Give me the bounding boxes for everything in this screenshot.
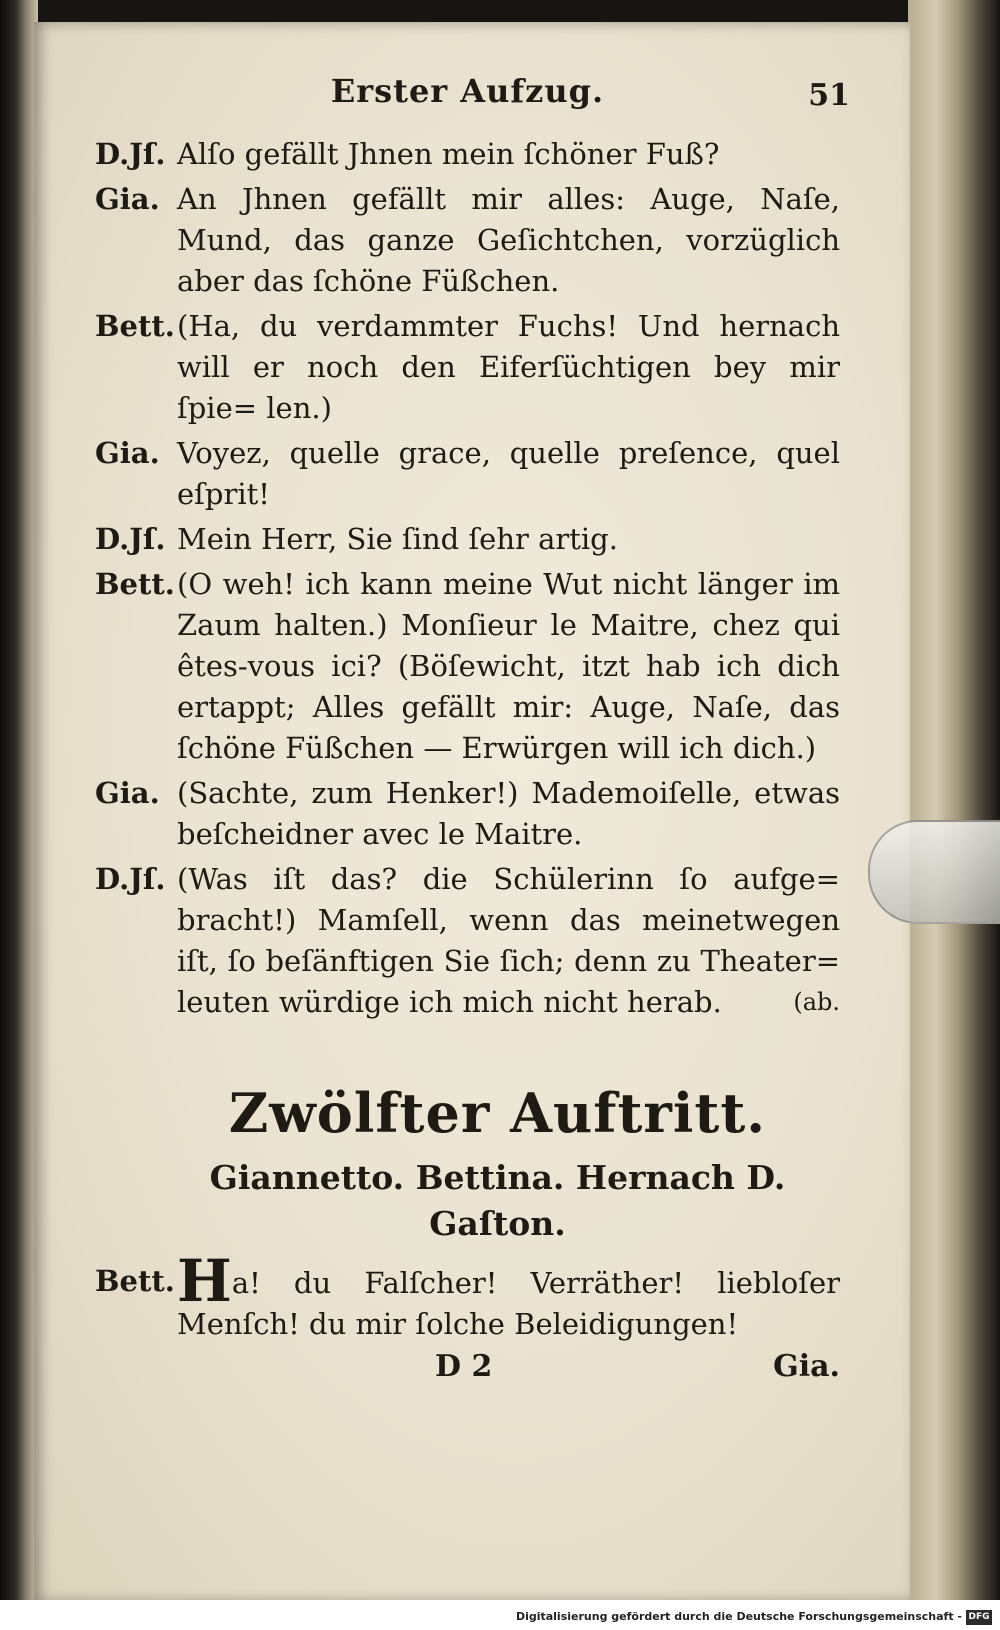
page-footer	[95, 1349, 840, 1399]
speech-text: Voyez, quelle grace, quelle preſence, quel eſprit!	[177, 436, 840, 511]
speaker-label: Bett.	[95, 309, 175, 343]
speaker-label: Bett.	[95, 1264, 175, 1298]
speech-text-body: (Was iſt das? die Schülerinn ſo aufge= bracht!) Mamſell, wenn das meinetwegen iſt, ſo beſänftigen Sie ſich; denn zu Theater= leuten würdige ich mich nicht herab.	[177, 862, 840, 1019]
speech-line	[95, 773, 840, 855]
speaker-label: D.Jſ.	[95, 522, 166, 556]
page-clip-marker	[868, 820, 1000, 924]
speaker-label: Gia.	[95, 182, 160, 216]
speech-line	[95, 306, 840, 429]
speech-text: (Ha, du verdammter Fuchs! Und hernach will er noch den Eiferſüchtigen bey mir ſpie= len.)	[177, 309, 840, 425]
speaker-label: D.Jſ.	[95, 137, 166, 171]
speech-line	[95, 519, 840, 560]
page-number: 51	[808, 78, 850, 113]
speaker-label: Bett.	[95, 567, 175, 601]
credit-bar	[0, 1600, 1000, 1630]
speech-line	[95, 134, 840, 175]
signature-mark: D 2	[435, 1349, 493, 1384]
book-gutter-left	[0, 0, 38, 1630]
act-heading: Erster Aufzug.	[330, 72, 605, 110]
speaker-label: D.Jſ.	[95, 862, 166, 896]
scene-cast-list: Giannetto. Bettina. Hernach D. Gaſton.	[209, 1158, 786, 1243]
stage-direction-exit: (ab.	[793, 988, 840, 1016]
speech-line	[95, 1247, 840, 1345]
speech-text: (O weh! ich kann meine Wut nicht länger im Zaum halten.) Monſieur le Maitre, chez qui êtes-vous ici? (Böſewicht, itzt hab ich dich ertappt; Alles gefällt mir: Auge, Naſe, das ſchöne Füßchen — Erwürgen will ich dich.)	[177, 567, 840, 765]
scene-title: Zwölfter Auftritt.	[228, 1081, 767, 1145]
speech-line	[95, 179, 840, 302]
drop-capital: H	[177, 1247, 232, 1315]
speech-text: Alſo gefällt Jhnen mein ſchöner Fuß?	[177, 137, 720, 171]
speech-line	[95, 433, 840, 515]
page-text-block	[95, 70, 850, 1399]
catchword: Gia.	[773, 1349, 840, 1384]
speech-text: Mein Herr, Sie ſind ſehr artig.	[177, 522, 618, 556]
speech-text	[177, 1247, 840, 1345]
digitization-credit: Digitalisierung gefördert durch die Deutsche Forschungsgemeinschaft -	[515, 1610, 962, 1623]
speech-text: (Sachte, zum Henker!) Mademoiſelle, etwas beſcheidner avec le Maitre.	[177, 776, 840, 851]
speech-line	[95, 859, 840, 1023]
speech-text-body: a! du Falſcher! Verräther! liebloſer Menſch! du mir ſolche Beleidigungen!	[177, 1266, 840, 1341]
running-head	[95, 70, 850, 134]
speech-text	[177, 859, 840, 1023]
dfg-logo-icon: DFG	[966, 1610, 992, 1625]
speech-text: An Jhnen gefällt mir alles: Auge, Naſe, Mund, das ganze Geſichtchen, vorzüglich aber das ſchöne Füßchen.	[177, 182, 840, 298]
book-page-edges-right	[908, 0, 1000, 1630]
speaker-label: Gia.	[95, 776, 160, 810]
speaker-label: Gia.	[95, 436, 160, 470]
speech-line	[95, 564, 840, 769]
